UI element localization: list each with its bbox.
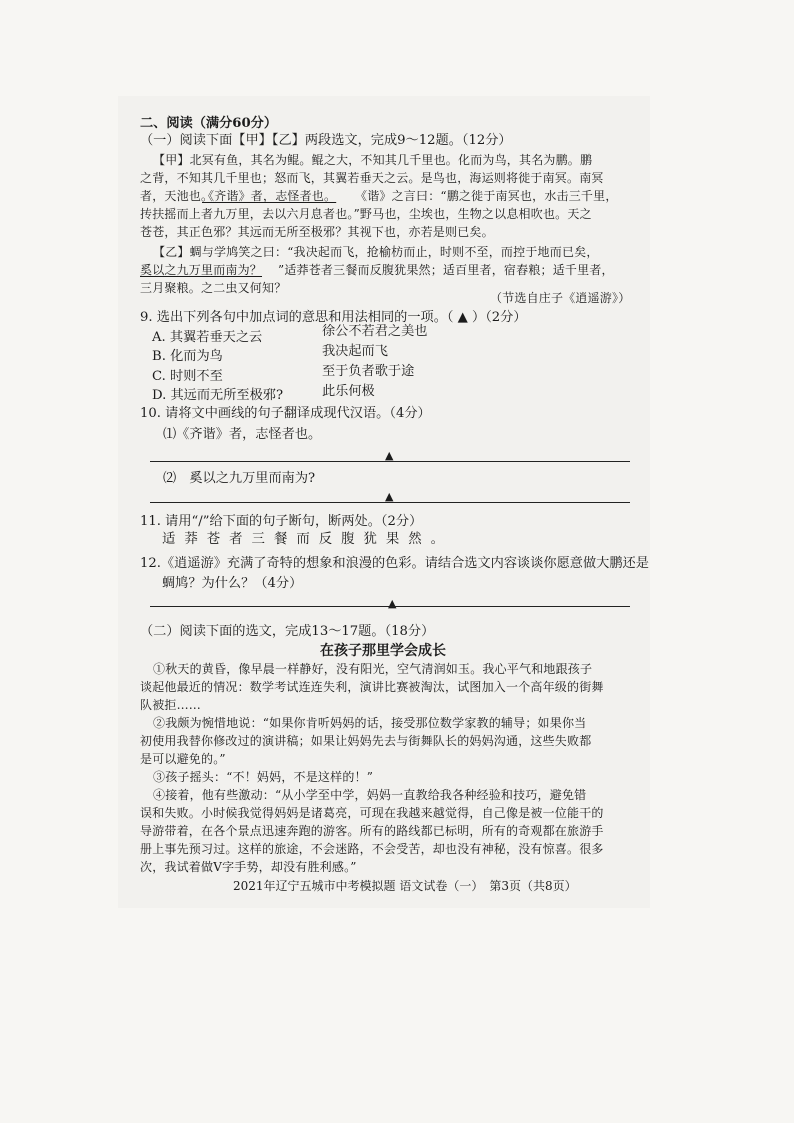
article-title: 在孩子那里学会成长 — [320, 643, 446, 659]
jia-line-3a: 者，天池也。 — [140, 189, 214, 203]
yi-underlined-sentence: 奚以之九万里而南为？ — [140, 263, 263, 277]
section-heading: 二、阅读（满分60分） — [140, 116, 278, 131]
answer-line-1[interactable] — [150, 461, 630, 462]
q9-option-c-compare: 至于负者歌于途 — [322, 364, 415, 379]
yi-line-2b: ”适莽苍者三餐而反腹犹果然；适百里者，宿舂粮；适千里者， — [278, 263, 614, 277]
jia-line-3b: 《谐》之言曰：“鹏之徙于南冥也，水击三千里， — [355, 189, 618, 203]
article-line-4: ②我颇为惋惜地说：“如果你肯听妈妈的话，接受那位数学家教的辅导；如果你当 — [153, 716, 587, 730]
answer-mark-2: ▲ — [385, 490, 394, 503]
q11-sentence: 适莽苍者三餐而反腹犹果然。 — [162, 532, 454, 547]
q11-stem: 11. 请用“/”给下面的句子断句，断两处。（2分） — [140, 514, 423, 529]
q10-sentence-1: ⑴《齐谐》者，志怪者也。 — [163, 427, 322, 442]
answer-line-2[interactable] — [150, 502, 630, 503]
jia-line-4: 抟扶摇而上者九万里，去以六月息者也。”野马也，尘埃也，生物之以息相吹也。天之 — [140, 207, 592, 221]
article-line-6: 是可以避免的。” — [140, 752, 226, 766]
part2-intro: （二）阅读下面的选文，完成13～17题。（18分） — [140, 624, 435, 639]
q9-stem: 9. 选出下列各句中加点词的意思和用法相同的一项。（ ▲ ）（2分） — [140, 310, 527, 325]
q9-option-c: C. 时则不至 — [152, 369, 223, 384]
article-line-5: 初使用我替你修改过的演讲稿；如果让妈妈先去与街舞队长的妈妈沟通，这些失败都 — [140, 734, 592, 748]
article-line-8: ④接着，他有些激动：“从小学至中学，妈妈一直教给我各种经验和技巧，避免错 — [153, 788, 587, 802]
article-line-12: 次，我试着做V字手势，却没有胜利感。” — [140, 860, 357, 874]
jia-line-1: 【甲】北冥有鱼，其名为鲲。鲲之大，不知其几千里也。化而为鸟，其名为鹏。鹏 — [153, 153, 593, 167]
q10-sentence-2: ⑵ 奚以之九万里而南为? — [163, 471, 316, 486]
yi-line-3: 三月聚粮。之二虫又何知？ — [140, 281, 287, 295]
article-line-3: 队被拒…… — [140, 698, 202, 712]
answer-mark-1: ▲ — [385, 449, 394, 462]
part1-intro: （一）阅读下面【甲】【乙】两段选文，完成9～12题。（12分） — [140, 133, 512, 148]
q10-stem: 10. 请将文中画线的句子翻译成现代汉语。（4分） — [140, 406, 431, 421]
source-note: （节选自庄子《逍遥游》） — [490, 291, 631, 305]
article-line-7: ③孩子摇头：“不！妈妈，不是这样的！” — [153, 770, 374, 784]
q12-stem-line-2: 蜩鸠？为什么？（4分） — [162, 576, 303, 591]
article-line-2: 谈起他最近的情况：数学考试连连失利，演讲比赛被淘汰，试图加入一个高年级的街舞 — [140, 680, 604, 694]
q9-option-b: B. 化而为鸟 — [152, 349, 223, 364]
article-line-10: 导游带着，在各个景点迅速奔跑的游客。所有的路线都已标明，所有的奇观都在旅游手 — [140, 824, 604, 838]
q9-option-a: A. 其翼若垂天之云 — [152, 330, 263, 345]
q9-option-a-compare: 徐公不若君之美也 — [322, 324, 428, 339]
q9-option-d-compare: 此乐何极 — [322, 384, 375, 399]
jia-line-5: 苍苍，其正色邪？其远而无所至极邪？其视下也，亦若是则已矣。 — [140, 225, 494, 239]
jia-underlined-sentence: 《齐谐》者，志怪者也。 — [202, 189, 337, 203]
article-line-11: 册上事先预习过。这样的旅途，不会迷路，不会受苦，却也没有神秘，没有惊喜。很多 — [140, 842, 604, 856]
q12-stem-line-1: 12.《逍遥游》充满了奇特的想象和浪漫的色彩。请结合选文内容谈谈你愿意做大鹏还是 — [140, 556, 649, 571]
answer-mark-3: ▲ — [388, 597, 397, 610]
yi-line-1: 【乙】蜩与学鸠笑之曰：“我决起而飞，抢榆枋而止，时则不至，而控于地而已矣， — [153, 245, 599, 259]
page-footer: 2021年辽宁五城市中考模拟题 语文试卷（一） 第3页（共8页） — [233, 879, 577, 893]
article-line-1: ①秋天的黄昏，像早晨一样静好，没有阳光，空气清润如玉。我心平气和地跟孩子 — [153, 662, 593, 676]
q9-option-d: D. 其远而无所至极邪? — [152, 388, 284, 403]
article-line-9: 误和失败。小时候我觉得妈妈是诸葛亮，可现在我越来越觉得，自己像是被一位能干的 — [140, 806, 604, 820]
jia-line-2: 之背，不知其几千里也；怒而飞，其翼若垂天之云。是鸟也，海运则将徙于南冥。南冥 — [140, 171, 604, 185]
q9-option-b-compare: 我决起而飞 — [322, 344, 388, 359]
answer-line-3[interactable] — [150, 606, 630, 607]
